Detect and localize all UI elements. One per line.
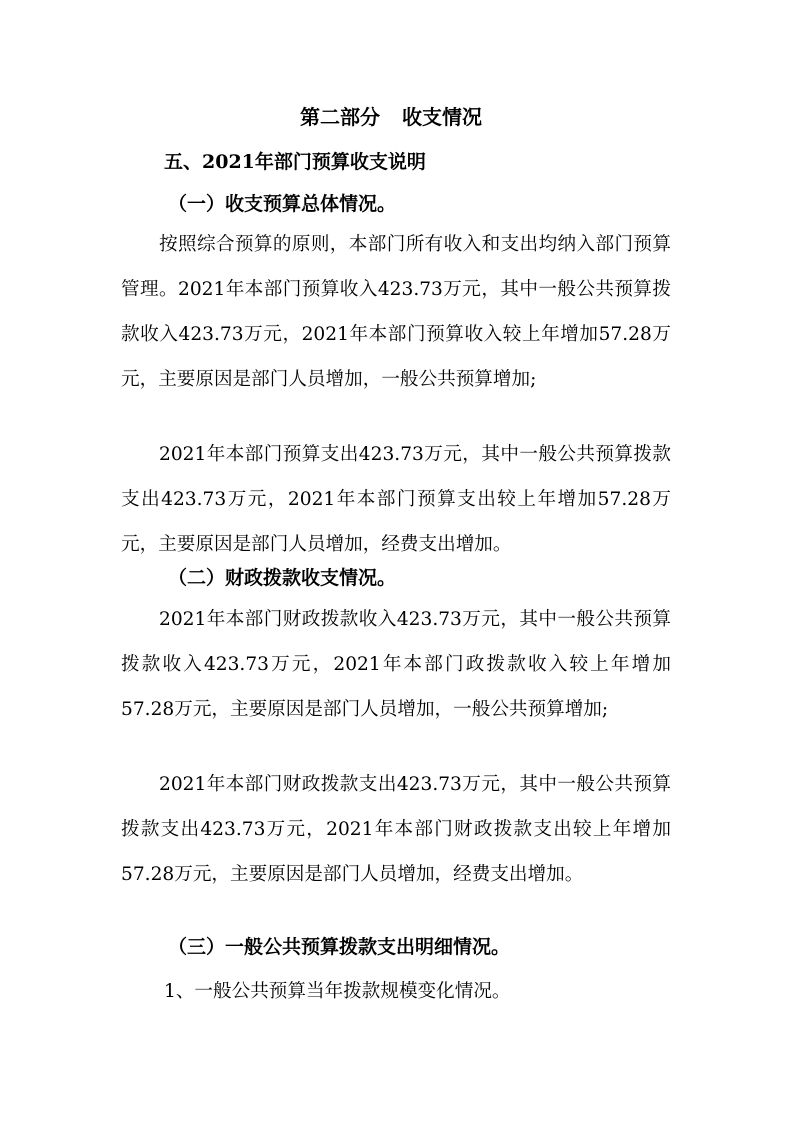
part-title-label: 第二部分 xyxy=(300,105,380,129)
part-title-name: 收支情况 xyxy=(402,105,482,129)
paragraph-budget-expense: 2021年本部门预算支出423.73万元，其中一般公共预算拨款支出423.73万元，2021年本部门预算支出较上年增加57.28万元，主要原因是部门人员增加，经费支出增加。 xyxy=(121,444,671,555)
paragraph-fiscal-expense: 2021年本部门财政拨款支出423.73万元，其中一般公共预算拨款支出423.73万元，2021年本部门财政拨款支出较上年增加57.28万元，主要原因是部门人员增加，经费支出增加。 xyxy=(121,774,671,885)
part-title xyxy=(300,105,482,129)
paragraph-budget-income: 按照综合预算的原则，本部门所有收入和支出均纳入部门预算管理。2021年本部门预算收入423.73万元，其中一般公共预算拨款收入423.73万元，2021年本部门预算收入较上年增加57.28万元，主要原因是部门人员增加，一般公共预算增加; xyxy=(121,234,671,390)
subsection-heading-2: （二）财政拨款收支情况。 xyxy=(168,567,397,589)
subsection-heading-1: （一）收支预算总体情况。 xyxy=(168,193,397,215)
paragraph-fiscal-income: 2021年本部门财政拨款收入423.73万元，其中一般公共预算拨款收入423.73万元，2021年本部门政拨款收入较上年增加57.28万元，主要原因是部门人员增加，一般公共预算增加; xyxy=(121,609,671,720)
section-heading: 五、2021年部门预算收支说明 xyxy=(164,151,426,173)
list-item-1: 1、一般公共预算当年拨款规模变化情况。 xyxy=(164,981,511,1002)
subsection-heading-3: （三）一般公共预算拨款支出明细情况。 xyxy=(168,936,511,958)
